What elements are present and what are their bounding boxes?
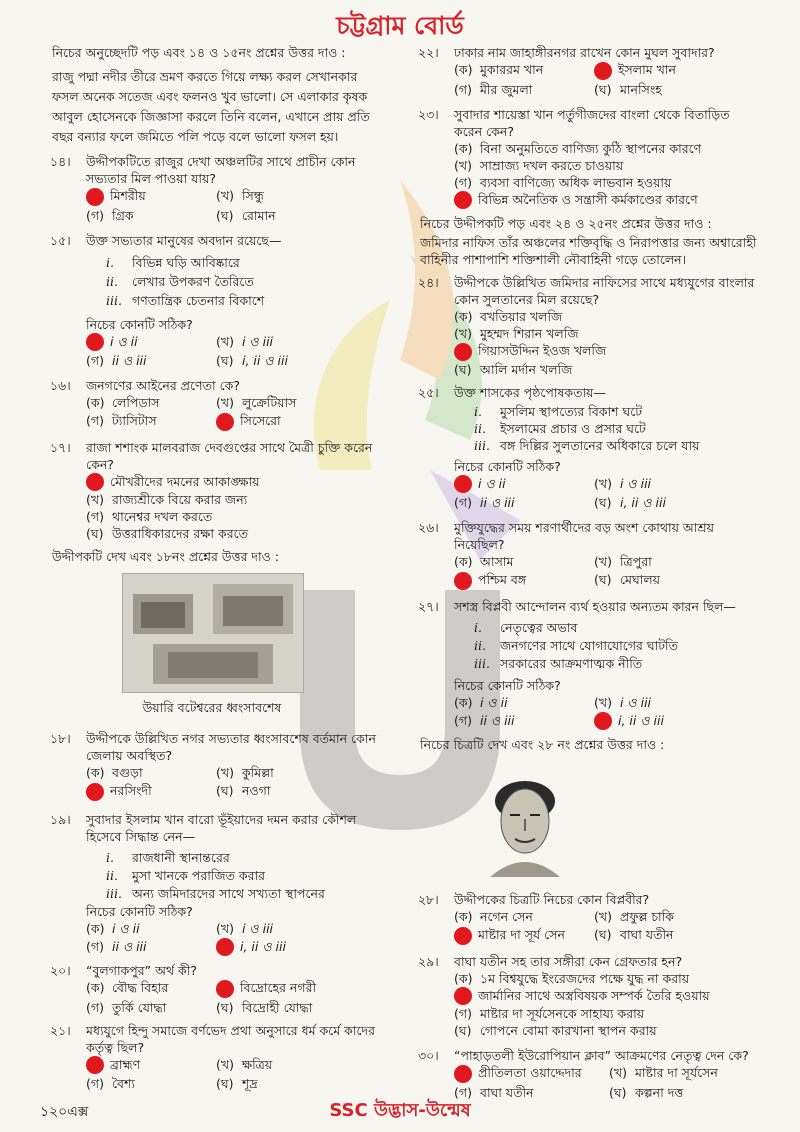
options [86,473,382,543]
statements: i. রাজধানী স্থানান্তরের ii. মুসা খানকে পরাজিত করার iii. অন্য জমিদারদের সাথে সখ্যতা স্থাপনের [106,849,325,901]
answer-mark [216,980,234,998]
option-kha[interactable]: (খ) মুহম্মদ শিরান খলজি [454,326,579,341]
option-kha[interactable]: (খ) মাষ্টার দা সূর্যসেন [609,1065,718,1080]
option-ga[interactable]: (গ) ii ও iii [86,353,147,368]
options [454,553,760,590]
options [454,61,760,98]
question-17 [52,439,382,543]
options [86,333,382,370]
answer-mark [454,927,472,945]
option-kha[interactable]: (খ) প্রফুল্ল চাকি [594,909,675,924]
which-correct: নিচের কোনটি সঠিক? [454,677,561,693]
question-text: “বুলগাকপুর” অর্থ কী? [86,963,197,978]
question-28 [420,891,760,945]
answer-mark [216,938,234,956]
question-20 [52,962,382,1016]
option-gha[interactable]: (ঘ) উত্তরাধিকারদের রক্ষা করতে [86,526,249,541]
option-kha[interactable]: (খ) ত্রিপুরা [594,554,652,569]
option-kha[interactable]: জার্মানির সাথে অস্ত্রবিষয়ক সম্পর্ক তৈরি হওয়ায় [454,987,760,1006]
option-kha[interactable]: (খ) i ও iii [216,920,274,936]
question-number: ২৩। [418,106,439,122]
answer-mark [216,413,234,431]
question-text: মধ্যযুগে হিন্দু সমাজে বর্ণভেদ প্রথা অনুসারে ধর্ম কর্মে কাদের কর্তৃত্ব ছিল? [86,1022,376,1055]
options [454,908,760,945]
ruins-illustration [123,574,303,692]
option-gha[interactable]: (ঘ) মেঘালয় [594,572,661,587]
option-ka[interactable]: (ক) বৌদ্ধ বিহার [86,980,169,995]
intro-24-25: নিচের উদ্দীপকটি পড় এবং ২৪ ও ২৫নং প্রশ্নের উত্তর দাও : [420,216,712,231]
answer-mark [454,475,472,493]
option-ga[interactable]: (গ) ii ও iii [86,938,147,954]
board-title: চট্টগ্রাম বোর্ড [336,11,464,40]
options [454,140,760,210]
options [454,308,760,378]
option-ka[interactable]: ব্রাহ্মণ [86,1056,216,1075]
ruins-photo [122,573,304,693]
options [454,970,760,1040]
answer-mark [454,343,472,361]
question-number: ২২। [418,45,439,60]
question-text: জনগণের আইনের প্রণেতা কে? [86,378,241,393]
question-30 [420,1047,760,1101]
question-26 [420,519,760,590]
option-ka[interactable]: মিশরীয় [86,187,216,206]
options [86,1056,382,1093]
right-column [420,44,760,1101]
question-number: ১৯। [50,811,71,827]
option-ga[interactable]: (গ) গ্রিক [86,207,134,223]
option-ga[interactable]: (গ) ট্যাসিটাস [86,413,157,428]
option-kha[interactable]: (খ) সিন্ধু [216,188,264,203]
option-kha[interactable]: (খ) রাজ্যশ্রীকে বিয়ে করার জন্য [86,492,248,507]
option-ga[interactable]: (গ) ব্যবসা বাণিজ্যে অধিক লাভবান হওয়ায় [454,174,672,190]
question-number: ২৮। [418,892,439,907]
option-kha[interactable]: বিদ্রোহের নগরী [216,979,346,998]
option-ka[interactable]: (ক) বিনা অনুমতিতে বাণিজ্য কুঠি স্থাপনের কারণে [454,140,702,156]
option-kha[interactable]: (খ) i ও iii [216,333,274,349]
option-ka[interactable]: (ক) বখতিয়ার খলজি [454,309,563,324]
question-text: উদ্দীপকটিতে রাজুর দেখা অঞ্চলটির সাথে প্রাচীন কোন সভ্যতার মিল পাওয়া যায়? [86,154,356,186]
answer-mark [86,473,104,491]
options [86,979,382,1016]
option-ga[interactable]: (গ) বাঘা যতীন [454,1084,534,1100]
options [86,764,382,801]
option-gha[interactable]: (ঘ) বিদ্রোহী যোদ্ধা [216,999,313,1015]
page-number: ১২০এক্স [40,1104,89,1120]
option-ka[interactable]: (ক) i ও ii [86,920,140,936]
option-ka[interactable]: (ক) নগেন সেন [454,909,533,924]
statements: i. মুসলিম স্থাপত্যের বিকাশ ঘটে ii. ইসলামের প্রচার ও প্রসার ঘটে iii. বঙ্গ দিল্লির সুলতানের অধিকারে চলে যায় [474,403,700,453]
option-gha[interactable]: (ঘ) রোমান [216,207,276,223]
question-text: বাঘা যতীন সহ তার সঙ্গীরা কেন গ্রেফতার হন? [454,953,683,969]
option-gha[interactable]: (ঘ) মানসিংহ [594,81,662,97]
option-ka[interactable]: (ক) আসাম [454,554,514,569]
revolutionary-portrait [470,759,580,877]
brand-footer: SSC উদ্ভাস-উন্মেষ [329,1100,471,1121]
statements: i. বিভিন্ন ঘড়ি আবিষ্কারে ii. লেখার উপকরণ তৈরিতে iii. গণতান্ত্রিক চেতনার বিকাশে [106,254,265,308]
question-text: রাজা শশাংক মালবরাজ দেবগুপ্তের সাথে মৈত্রী চুক্তি করেন কেন? [86,439,373,472]
answer-mark [454,987,472,1005]
option-gha[interactable]: (ঘ) i, ii ও iii [594,495,666,510]
intro-14-15: নিচের অনুচ্ছেদটি পড় এবং ১৪ ও ১৫নং প্রশ্নের উত্তর দাও : [52,45,346,60]
option-ka[interactable]: প্রীতিলতা ওয়াদ্দেদার [454,1064,609,1083]
option-ka[interactable]: মৌখরীদের দমনের আকাঙ্ক্ষায় [86,473,382,492]
question-text: সুবাদার ইসলাম খান বারো ভূঁইয়াদের দমন করার কৌশল হিসেবে সিদ্ধান্ত নেন— [86,811,357,844]
passage-nafis: জমিদার নাফিস তাঁর অঞ্চলের শক্তিবৃদ্ধি ও নিরাপত্তার জন্য অশ্বারোহী বাহিনীর পাশাপাশি শক্তিশালী নৌবাহিনী গড়ে তোলেন। [420,235,757,267]
question-text: উক্ত শাসকের পৃষ্ঠপোষকতায়— [454,384,607,400]
answer-mark [86,783,104,801]
options [86,187,382,224]
option-gha[interactable]: (ঘ) আলি মর্দান খলজি [454,361,573,377]
question-text: উদ্দীপকের চিত্রটি নিচের কোন বিপ্লবীর? [454,892,650,907]
question-text: সুবাদার শায়েস্তা খান পর্তুগীজদের বাংলা থেকে বিতাড়িত করেন কেন? [454,106,730,139]
option-ka[interactable]: (ক) লেপিডাস [86,395,160,410]
option-ga[interactable]: মাষ্টার দা সূর্য সেন [454,926,594,945]
question-25 [420,384,760,512]
option-gha[interactable]: (ঘ) বাঘা যতীন [594,927,674,942]
option-kha[interactable]: (খ) সাম্রাজ্য দখল করতে চাওয়ায় [454,157,624,173]
option-ga[interactable]: (গ) তুর্কি যোদ্ধা [86,999,167,1015]
option-ga[interactable]: (গ) থানেশ্বর দখল করতে [86,509,213,524]
option-kha[interactable]: (খ) i ও iii [594,475,652,491]
option-ka[interactable]: i ও ii [454,475,594,494]
question-text: উদ্দীপকে উল্লিখিত জমিদার নাফিসের সাথে মধ্যযুগের বাংলার কোন সুলতানের মিল রয়েছে? [454,275,755,307]
question-19 [52,811,382,957]
question-number: ১৭। [50,439,71,455]
question-number: ২৫। [418,384,439,400]
question-number: ১৪। [50,154,71,169]
option-kha[interactable]: ইসলাম খান [594,61,734,80]
option-ka[interactable]: i ও ii [86,333,216,352]
option-gha[interactable]: (ঘ) i, ii ও iii [216,353,288,368]
question-number: ৩০। [418,1048,439,1063]
question-22 [420,44,760,98]
option-gha[interactable]: i, ii ও iii [594,712,734,731]
question-text: মুক্তিযুদ্ধের সময় শরণার্থীদের বড় অংশ কোথায় আশ্রয় নিয়েছিল? [454,520,714,552]
option-gha[interactable]: সিসেরো [216,412,346,431]
portrait-illustration [470,759,580,877]
answer-mark [454,1065,472,1083]
option-kha[interactable]: (খ) লুক্রেটিয়াস [216,395,297,410]
options [86,394,382,431]
option-ga[interactable]: (গ) মাষ্টার দা সূর্যসেনকে সাহায্য করায় [454,1006,645,1021]
options [454,694,760,731]
answer-mark [86,333,104,351]
option-kha[interactable]: (খ) i ও iii [594,694,652,710]
question-text: “পাহাড়তলী ইউরোপিয়ান ক্লাব” আক্রমণের নেতৃত্ব দেন কে? [454,1048,749,1063]
question-29 [420,953,760,1040]
answer-mark [86,1056,104,1074]
question-23 [420,106,760,210]
option-ga[interactable]: (গ) মীর জুমলা [454,81,533,97]
left-column [52,44,382,1092]
options [86,920,382,957]
option-ka[interactable]: (ক) i ও ii [454,694,508,710]
question-number: ২১। [50,1022,71,1038]
intro-28: নিচের চিত্রটি দেখ এবং ২৮ নং প্রশ্নের উত্তর দাও : [420,737,665,752]
question-number: ২৯। [418,953,439,969]
answer-mark [594,62,612,80]
option-ga[interactable]: পশ্চিম বঙ্গ [454,571,594,590]
question-number: ১৬। [50,378,71,393]
which-correct: নিচের কোনটি সঠিক? [86,316,193,332]
question-number: ২৭। [418,598,439,614]
option-gha[interactable]: (ঘ) কল্পনা দত্ত [609,1084,684,1100]
question-text: সশস্ত্র বিপ্লবী আন্দোলন ব্যর্থ হওয়ার অন্যতম কারন ছিল— [454,598,736,614]
option-ga[interactable]: গিয়াসউদ্দিন ইওজ খলজি [454,342,760,361]
question-number: ১৫। [50,232,71,248]
question-number: ২৪। [418,275,439,290]
intro-18: উদ্দীপকটি দেখ এবং ১৮নং প্রশ্নের উত্তর দাও : [52,549,280,564]
which-correct: নিচের কোনটি সঠিক? [454,458,561,474]
which-correct: নিচের কোনটি সঠিক? [86,903,193,919]
question-number: ২০। [50,963,71,978]
options [454,475,760,512]
question-24 [420,274,760,378]
question-text: উদ্দীপকে উল্লিখিত নগর সভ্যতার ধ্বংসাবশেষ বর্তমান কোন জেলায় অবস্থিত? [86,731,376,763]
photo-caption: উয়ারি বটেশ্বরের ধ্বংসাবশেষ [142,700,282,715]
option-ka[interactable]: (ক) ১ম বিশ্বযুদ্ধে ইংরেজদের পক্ষে যুদ্ধ না করায় [454,970,690,986]
question-number: ১৮। [50,731,71,746]
question-15 [52,232,382,370]
answer-mark [454,572,472,590]
option-ga[interactable]: (গ) বৈশ্য [86,1076,136,1091]
option-gha[interactable]: (ঘ) গোপনে বোমা কারখানা স্থাপন করায় [454,1023,657,1038]
question-27 [420,598,760,731]
question-text: ঢাকার নাম জাহাঙ্গীরনগর রাখেন কোন মুঘল সুবাদার? [454,45,715,60]
option-ga[interactable]: নরসিংদী [86,782,216,801]
question-16 [52,377,382,431]
option-ga[interactable]: (গ) ii ও iii [454,495,515,510]
question-text: উক্ত সভ্যতার মানুষের অবদান রয়েছে— [86,232,282,248]
option-ka[interactable]: (ক) মুকাররম খান [454,62,544,77]
answer-mark [454,191,472,209]
option-kha[interactable]: (খ) কুমিল্লা [216,765,274,780]
question-number: ২৬। [418,520,439,535]
option-ga[interactable]: (গ) ii ও iii [454,712,515,728]
statements: i. নেতৃত্বের অভাব ii. জনগণের সাথে যোগাযোগের ঘাটতি iii. সরকারের আক্রমণাত্মক নীতি [474,619,678,671]
option-ka[interactable]: (ক) বগুড়া [86,765,143,780]
option-kha[interactable]: (খ) ক্ষত্রিয় [216,1056,273,1072]
option-gha[interactable]: (ঘ) শূদ্র [216,1076,258,1091]
question-21 [52,1022,382,1093]
question-14 [52,153,382,224]
answer-mark [594,712,612,730]
option-gha[interactable]: বিভিন্ন অনৈতিক ও সন্ত্রাসী কর্মকাণ্ডের কারণে [454,191,760,210]
option-gha[interactable]: i, ii ও iii [216,938,346,957]
question-18 [52,730,382,801]
passage-raju: রাজু পদ্মা নদীর তীরে ভ্রমণ করতে গিয়ে লক্ষ্য করল সেখানকার ফসল অনেক সতেজ এবং ফলনও খুব ভালো। সে এলাকার কৃষক আবুল হোসেনকে জিজ্ঞাসা করলে তিনি বলেন, এখানে প্রায় প্রতি বছর বন্যার ফলে জমিতে পলি পড়ে বলে ভালো ফসল হয়। [52,69,370,144]
answer-mark [86,188,104,206]
option-gha[interactable]: (ঘ) নওগা [216,783,271,798]
